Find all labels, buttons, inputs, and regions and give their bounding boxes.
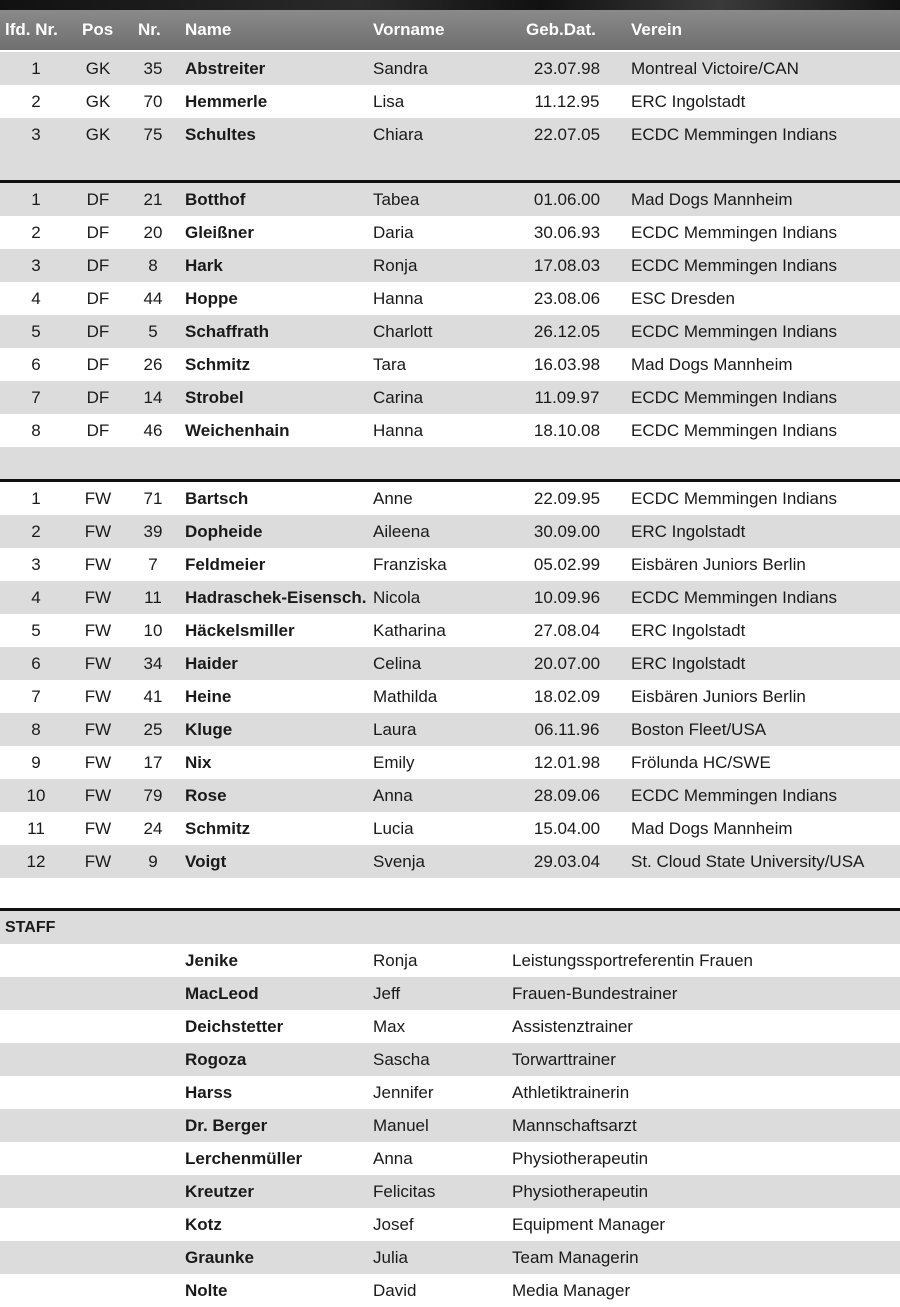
table-row (0, 85, 900, 118)
table-row (0, 713, 900, 746)
table-header (0, 10, 900, 50)
row-nr: 35 (143, 59, 163, 78)
row-verein: ECDC Memmingen Indians (631, 256, 837, 275)
row-name: Bartsch (185, 489, 249, 508)
row-lfd: 11 (27, 819, 45, 838)
header-pos: Pos (82, 20, 114, 39)
staff-name: Deichstetter (185, 1017, 284, 1036)
row-verein: Frölunda HC/SWE (631, 753, 771, 772)
staff-row (0, 1274, 900, 1307)
row-verein: ECDC Memmingen Indians (631, 223, 837, 242)
row-lfd: 9 (31, 753, 41, 772)
row-geb: 15.04.00 (533, 819, 601, 838)
row-lfd: 1 (31, 489, 41, 508)
row-lfd: 1 (31, 190, 41, 209)
row-vorname: Katharina (373, 621, 446, 640)
row-verein: Eisbären Juniors Berlin (631, 687, 806, 706)
row-nr: 9 (148, 852, 158, 871)
row-nr: 24 (143, 819, 163, 838)
row-pos: GK (85, 59, 111, 78)
row-lfd: 7 (31, 388, 41, 407)
row-name: Hemmerle (185, 92, 268, 111)
row-vorname: Anne (373, 489, 413, 508)
staff-row (0, 1076, 900, 1109)
row-vorname: Aileena (373, 522, 430, 541)
row-pos: DF (86, 256, 110, 275)
staff-name: Nolte (185, 1281, 228, 1300)
staff-name: Kreutzer (185, 1182, 254, 1201)
section-spacer (0, 878, 900, 908)
row-verein: ERC Ingolstadt (631, 654, 746, 673)
row-pos: FW (84, 687, 112, 706)
row-name: Abstreiter (185, 59, 266, 78)
staff-name: Lerchenmüller (185, 1149, 303, 1168)
row-pos: FW (84, 720, 112, 739)
header-lfd: lfd. Nr. (5, 20, 58, 39)
staff-name: Dr. Berger (185, 1116, 268, 1135)
table-row (0, 614, 900, 647)
row-lfd: 7 (31, 687, 41, 706)
row-verein: ERC Ingolstadt (631, 92, 746, 111)
row-vorname: Chiara (373, 125, 424, 144)
row-verein: Eisbären Juniors Berlin (631, 555, 806, 574)
row-vorname: Lisa (373, 92, 405, 111)
row-lfd: 8 (31, 421, 41, 440)
row-pos: FW (84, 489, 112, 508)
table-row (0, 482, 900, 515)
row-vorname: Mathilda (373, 687, 438, 706)
staff-vorname: Felicitas (373, 1182, 436, 1201)
table-row (0, 118, 900, 151)
row-pos: FW (84, 522, 112, 541)
row-verein: Boston Fleet/USA (631, 720, 767, 739)
row-geb: 11.12.95 (534, 92, 600, 111)
staff-row (0, 1043, 900, 1076)
row-lfd: 6 (31, 654, 41, 673)
staff-role: Athletiktrainerin (512, 1083, 630, 1102)
staff-vorname: David (373, 1281, 417, 1300)
header-geb: Geb.Dat. (526, 20, 596, 39)
row-lfd: 5 (31, 621, 41, 640)
row-vorname: Daria (373, 223, 414, 242)
row-lfd: 2 (31, 223, 41, 242)
staff-vorname: Anna (373, 1149, 413, 1168)
top-decorative-bar (0, 0, 900, 10)
row-geb: 17.08.03 (533, 256, 601, 275)
staff-row (0, 1241, 900, 1274)
row-vorname: Sandra (373, 59, 428, 78)
row-verein: ERC Ingolstadt (631, 621, 746, 640)
table-row (0, 581, 900, 614)
row-lfd: 2 (31, 92, 41, 111)
row-pos: DF (86, 190, 110, 209)
row-geb: 18.02.09 (533, 687, 601, 706)
row-verein: Mad Dogs Mannheim (631, 355, 793, 374)
row-nr: 14 (143, 388, 163, 407)
row-verein: ECDC Memmingen Indians (631, 388, 837, 407)
row-verein: St. Cloud State University/USA (631, 852, 865, 871)
row-lfd: 5 (31, 322, 41, 341)
row-verein: ECDC Memmingen Indians (631, 786, 837, 805)
staff-row (0, 944, 900, 977)
row-nr: 70 (143, 92, 163, 111)
staff-title: STAFF (5, 919, 56, 936)
staff-role: Frauen-Bundestrainer (512, 984, 678, 1003)
table-row (0, 381, 900, 414)
row-vorname: Emily (373, 753, 415, 772)
row-name: Schmitz (185, 819, 251, 838)
staff-vorname: Julia (373, 1248, 408, 1267)
staff-vorname: Manuel (373, 1116, 429, 1135)
table-row (0, 348, 900, 381)
row-pos: FW (84, 555, 112, 574)
row-nr: 10 (143, 621, 163, 640)
row-lfd: 2 (31, 522, 41, 541)
table-row (0, 282, 900, 315)
table-row (0, 315, 900, 348)
row-nr: 11 (144, 588, 162, 607)
row-name: Heine (185, 687, 232, 706)
table-row (0, 216, 900, 249)
row-nr: 8 (148, 256, 158, 275)
row-vorname: Celina (373, 654, 422, 673)
staff-role: Leistungssportreferentin Frauen (512, 951, 753, 970)
row-lfd: 4 (31, 289, 41, 308)
row-geb: 12.01.98 (533, 753, 601, 772)
row-name: Dopheide (185, 522, 263, 541)
row-lfd: 10 (26, 786, 46, 805)
row-name: Botthof (185, 190, 246, 209)
row-pos: DF (86, 355, 110, 374)
row-name: Weichenhain (185, 421, 290, 440)
row-verein: ECDC Memmingen Indians (631, 489, 837, 508)
table-row (0, 515, 900, 548)
row-nr: 71 (143, 489, 163, 508)
row-geb: 30.09.00 (533, 522, 601, 541)
row-nr: 7 (148, 555, 158, 574)
row-pos: DF (86, 322, 110, 341)
row-nr: 17 (143, 753, 163, 772)
section-spacer (0, 447, 900, 479)
row-nr: 5 (148, 322, 158, 341)
row-vorname: Tara (373, 355, 407, 374)
row-name: Schultes (185, 125, 256, 144)
row-vorname: Charlott (373, 322, 433, 341)
row-nr: 21 (143, 190, 163, 209)
staff-role: Physiotherapeutin (512, 1149, 649, 1168)
row-lfd: 1 (31, 59, 41, 78)
table-row (0, 414, 900, 447)
row-geb: 05.02.99 (533, 555, 601, 574)
row-nr: 46 (143, 421, 163, 440)
row-pos: GK (85, 92, 111, 111)
row-lfd: 6 (31, 355, 41, 374)
row-vorname: Svenja (373, 852, 425, 871)
row-pos: DF (86, 289, 110, 308)
table-row (0, 52, 900, 85)
staff-vorname: Max (373, 1017, 406, 1036)
row-pos: DF (86, 421, 110, 440)
row-name: Voigt (185, 852, 227, 871)
table-row (0, 845, 900, 878)
row-verein: ECDC Memmingen Indians (631, 125, 837, 144)
staff-row (0, 1010, 900, 1043)
table-row (0, 812, 900, 845)
staff-role: Team Managerin (512, 1248, 639, 1267)
row-nr: 25 (143, 720, 163, 739)
row-pos: FW (84, 654, 112, 673)
table-row (0, 680, 900, 713)
row-vorname: Lucia (373, 819, 414, 838)
staff-name: Graunke (185, 1248, 254, 1267)
row-nr: 39 (143, 522, 163, 541)
staff-name: Kotz (185, 1215, 222, 1234)
staff-row (0, 977, 900, 1010)
row-name: Hoppe (185, 289, 238, 308)
staff-name: Harss (185, 1083, 233, 1102)
row-geb: 18.10.08 (533, 421, 601, 440)
row-vorname: Carina (373, 388, 424, 407)
row-nr: 44 (143, 289, 163, 308)
staff-role: Equipment Manager (512, 1215, 666, 1234)
staff-role: Physiotherapeutin (512, 1182, 649, 1201)
row-name: Rose (185, 786, 227, 805)
row-vorname: Ronja (373, 256, 418, 275)
header-verein: Verein (631, 20, 683, 39)
staff-name: Rogoza (185, 1050, 247, 1069)
row-verein: ECDC Memmingen Indians (631, 588, 837, 607)
table-row (0, 647, 900, 680)
row-pos: DF (86, 223, 110, 242)
staff-vorname: Ronja (373, 951, 418, 970)
row-pos: FW (84, 786, 112, 805)
row-pos: FW (84, 852, 112, 871)
row-name: Schmitz (185, 355, 251, 374)
header-nr: Nr. (138, 20, 161, 39)
staff-title-row (0, 911, 900, 944)
section-spacer (0, 151, 900, 180)
row-verein: ECDC Memmingen Indians (631, 322, 837, 341)
row-geb: 22.09.95 (533, 489, 601, 508)
row-nr: 20 (143, 223, 163, 242)
row-geb: 20.07.00 (533, 654, 601, 673)
staff-row (0, 1175, 900, 1208)
row-name: Haider (185, 654, 238, 673)
row-name: Kluge (185, 720, 233, 739)
row-name: Nix (185, 753, 212, 772)
row-lfd: 8 (31, 720, 41, 739)
row-name: Feldmeier (185, 555, 266, 574)
staff-row (0, 1142, 900, 1175)
row-geb: 29.03.04 (533, 852, 601, 871)
row-nr: 41 (143, 687, 163, 706)
row-geb: 26.12.05 (533, 322, 601, 341)
row-verein: ECDC Memmingen Indians (631, 421, 837, 440)
staff-name: MacLeod (185, 984, 259, 1003)
row-nr: 79 (143, 786, 163, 805)
row-name: Strobel (185, 388, 244, 407)
header-vorname: Vorname (373, 20, 445, 39)
row-vorname: Laura (373, 720, 417, 739)
row-geb: 11.09.97 (534, 388, 600, 407)
table-row (0, 746, 900, 779)
row-geb: 27.08.04 (533, 621, 601, 640)
row-name: Schaffrath (185, 322, 270, 341)
staff-row (0, 1109, 900, 1142)
table-row (0, 548, 900, 581)
staff-role: Torwarttrainer (512, 1050, 616, 1069)
table-row (0, 183, 900, 216)
row-verein: Mad Dogs Mannheim (631, 190, 793, 209)
row-name: Hark (185, 256, 223, 275)
row-pos: DF (86, 388, 110, 407)
row-vorname: Anna (373, 786, 413, 805)
row-verein: Montreal Victoire/CAN (631, 59, 799, 78)
row-lfd: 4 (31, 588, 41, 607)
row-pos: FW (84, 588, 112, 607)
staff-vorname: Jennifer (373, 1083, 434, 1102)
row-lfd: 3 (31, 555, 41, 574)
row-geb: 30.06.93 (533, 223, 601, 242)
row-nr: 34 (143, 654, 163, 673)
staff-role: Media Manager (512, 1281, 631, 1300)
row-pos: GK (85, 125, 111, 144)
row-geb: 16.03.98 (533, 355, 601, 374)
row-vorname: Hanna (373, 421, 424, 440)
row-verein: ERC Ingolstadt (631, 522, 746, 541)
row-geb: 10.09.96 (533, 588, 601, 607)
row-verein: Mad Dogs Mannheim (631, 819, 793, 838)
header-name: Name (185, 20, 232, 39)
row-name: Hadraschek-Eisensch. (185, 588, 367, 607)
staff-vorname: Jeff (373, 984, 401, 1003)
row-pos: FW (84, 753, 112, 772)
row-lfd: 3 (31, 256, 41, 275)
staff-role: Assistenztrainer (512, 1017, 633, 1036)
staff-role: Mannschaftsarzt (512, 1116, 637, 1135)
row-geb: 23.08.06 (533, 289, 601, 308)
staff-vorname: Sascha (373, 1050, 430, 1069)
row-lfd: 12 (26, 852, 46, 871)
staff-vorname: Josef (373, 1215, 414, 1234)
row-vorname: Tabea (373, 190, 420, 209)
row-verein: ESC Dresden (631, 289, 735, 308)
row-lfd: 3 (31, 125, 41, 144)
row-nr: 75 (143, 125, 163, 144)
row-geb: 22.07.05 (533, 125, 601, 144)
row-geb: 28.09.06 (533, 786, 601, 805)
staff-row (0, 1208, 900, 1241)
row-nr: 26 (143, 355, 163, 374)
row-pos: FW (84, 819, 112, 838)
row-name: Gleißner (185, 223, 254, 242)
staff-name: Jenike (185, 951, 238, 970)
table-row (0, 779, 900, 812)
row-geb: 06.11.96 (534, 720, 600, 739)
row-vorname: Hanna (373, 289, 424, 308)
table-row (0, 249, 900, 282)
row-geb: 23.07.98 (533, 59, 601, 78)
row-name: Häckelsmiller (185, 621, 295, 640)
row-vorname: Nicola (373, 588, 421, 607)
row-geb: 01.06.00 (533, 190, 601, 209)
row-vorname: Franziska (373, 555, 447, 574)
row-pos: FW (84, 621, 112, 640)
